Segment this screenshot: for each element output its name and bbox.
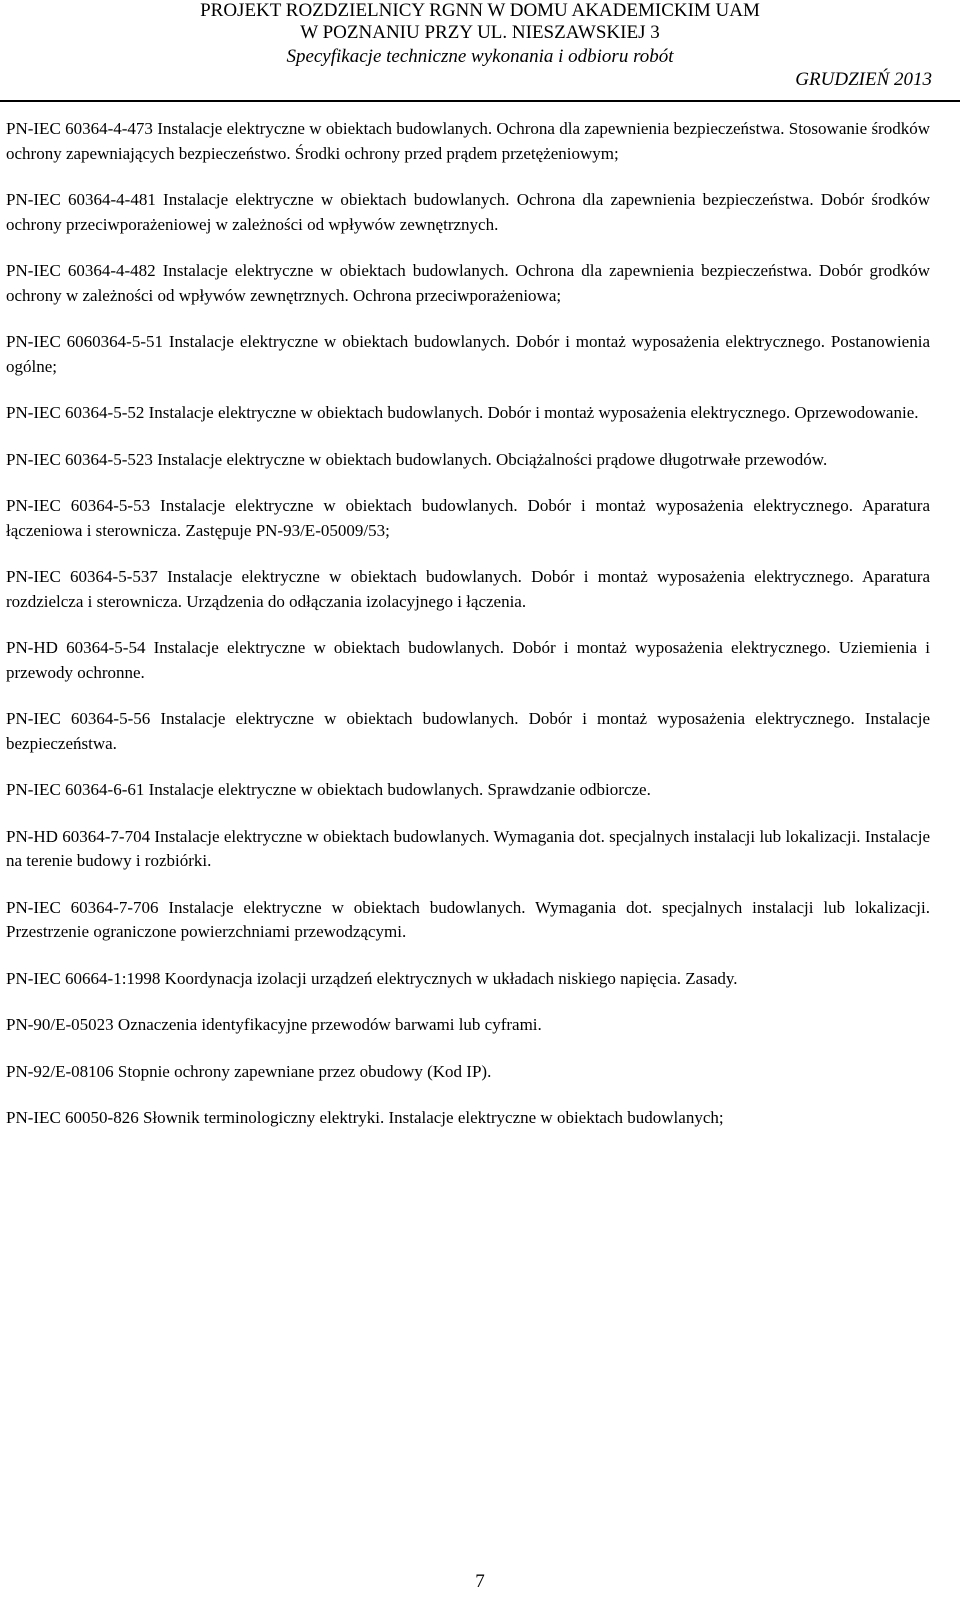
page-header — [0, 0, 960, 103]
header-subtitle: Specyfikacje techniczne wykonania i odbioru robót — [286, 46, 674, 67]
standard-entry: PN-IEC 60364-5-52 Instalacje elektryczne w obiektach budowlanych. Dobór i montaż wyposażenia elektrycznego. Oprzewodowanie. — [6, 403, 919, 422]
standard-entry: PN-IEC 60364-6-61 Instalacje elektryczne w obiektach budowlanych. Sprawdzanie odbiorcze. — [6, 780, 651, 799]
standards-list — [6, 117, 935, 1131]
standard-entry: PN-IEC 60364-5-537 Instalacje elektryczne w obiektach budowlanych. Dobór i montaż wyposażenia elektrycznego. Aparatura rozdzielcza i sterownicza. Urządzenia do odłączania izolacyjnego i łączenia. — [6, 567, 935, 611]
standard-entry: PN-IEC 60364-5-523 Instalacje elektryczne w obiektach budowlanych. Obciążalności prądowe długotrwałe przewodów. — [6, 449, 828, 469]
standard-entry: PN-IEC 60364-4-482 Instalacje elektryczne w obiektach budowlanych. Ochrona dla zapewnienia bezpieczeństwa. Dobór grodków ochrony w zależności od wpływów zewnętrznych. Ochrona przeciwporażeniowa; — [6, 261, 935, 305]
standard-entry: PN-IEC 60364-4-473 Instalacje elektryczne w obiektach budowlanych. Ochrona dla zapewnienia bezpieczeństwa. Stosowanie środków ochrony zapewniających bezpieczeństwo. Środki ochrony przed prądem przetężeniowym; — [6, 119, 935, 163]
standard-entry: PN-IEC 60364-5-53 Instalacje elektryczne w obiektach budowlanych. Dobór i montaż wyposażenia elektrycznego. Aparatura łączeniowa i sterownicza. Zastępuje PN-93/E-05009/53; — [6, 496, 935, 540]
standard-entry: PN-IEC 60364-5-56 Instalacje elektryczne w obiektach budowlanych. Dobór i montaż wyposażenia elektrycznego. Instalacje bezpieczeństwa. — [6, 709, 935, 753]
standard-entry: PN-IEC 6060364-5-51 Instalacje elektryczne w obiektach budowlanych. Dobór i montaż wyposażenia elektrycznego. Postanowienia ogólne; — [6, 332, 935, 376]
standard-entry: PN-HD 60364-7-704 Instalacje elektryczne w obiektach budowlanych. Wymagania dot. specjalnych instalacji lub lokalizacji. Instalacje na terenie budowy i rozbiórki. — [6, 826, 935, 870]
header-divider — [0, 100, 960, 102]
header-project-title: PROJEKT ROZDZIELNICY RGNN W DOMU AKADEMICKIM UAM — [200, 0, 760, 21]
standard-entry: PN-90/E-05023 Oznaczenia identyfikacyjne przewodów barwami lub cyframi. — [6, 1015, 542, 1034]
standard-entry: PN-HD 60364-5-54 Instalacje elektryczne w obiektach budowlanych. Dobór i montaż wyposażenia elektrycznego. Uziemienia i przewody ochronne. — [6, 638, 935, 682]
header-date: GRUDZIEŃ 2013 — [795, 69, 932, 90]
standard-entry: PN-IEC 60364-7-706 Instalacje elektryczne w obiektach budowlanych. Wymagania dot. specjalnych instalacji lub lokalizacji. Przestrzenie ograniczone powierzchniami przewodzącymi. — [6, 897, 935, 941]
standard-entry: PN-IEC 60664-1:1998 Koordynacja izolacji urządzeń elektrycznych w układach niskiego napięcia. Zasady. — [6, 968, 738, 988]
page-number: 7 — [475, 1571, 485, 1592]
standard-entry: PN-IEC 60364-4-481 Instalacje elektryczne w obiektach budowlanych. Ochrona dla zapewnienia bezpieczeństwa. Dobór środków ochrony przeciwporażeniowej w zależności od wpływów zewnętrznych. — [6, 190, 935, 234]
standard-entry: PN-IEC 60050-826 Słownik terminologiczny elektryki. Instalacje elektryczne w obiektach budowlanych; — [6, 1108, 724, 1127]
standard-entry: PN-92/E-08106 Stopnie ochrony zapewniane przez obudowy (Kod IP). — [6, 1061, 492, 1081]
header-location: W POZNANIU PRZY UL. NIESZAWSKIEJ 3 — [300, 22, 660, 43]
